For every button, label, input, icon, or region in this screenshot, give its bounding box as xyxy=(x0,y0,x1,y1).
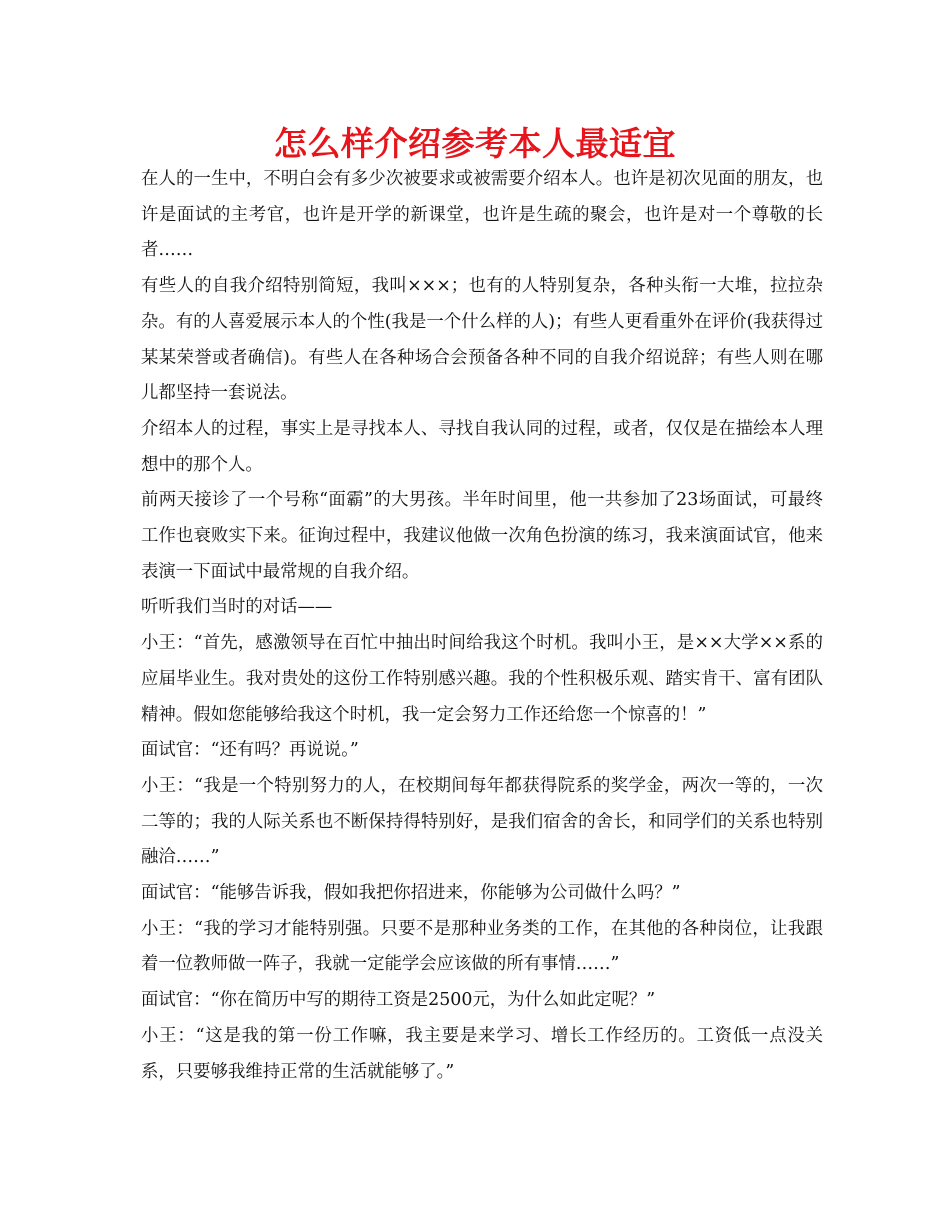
dialogue-line: 小王：“我是一个特别努力的人，在校期间每年都获得院系的奖学金，两次一等的，一次二等的；我的人际关系也不断保持得特别好，是我们宿舍的舍长，和同学们的关系也特别融洽……” xyxy=(141,775,823,868)
paragraph-process: 介绍本人的过程，事实上是寻找本人、寻找自我认同的过程，或者，仅仅是在描绘本人理想中的那个人。 xyxy=(141,418,823,475)
paragraph-intro: 在人的一生中，不明白会有多少次被要求或被需要介绍本人。也许是初次见面的朋友，也许是面试的主考官，也许是开学的新课堂，也许是生疏的聚会，也许是对一个尊敬的长者…… xyxy=(141,169,823,261)
document-body xyxy=(141,162,823,1090)
dialogue-line: 小王：“首先，感激领导在百忙中抽出时间给我这个时机。我叫小王，是××大学××系的应届毕业生。我对贵处的这份工作特别感兴趣。我的个性积极乐观、踏实肯干、富有团队精神。假如您能够给我这个时机，我一定会努力工作还给您一个惊喜的！” xyxy=(141,633,823,725)
dialogue-line: 面试官：“还有吗？再说说。” xyxy=(141,740,359,761)
paragraph-self-intro-styles: 有些人的自我介绍特别简短，我叫×××；也有的人特别复杂，各种头衔一大堆，拉拉杂杂。有的人喜爱展示本人的个性(我是一个什么样的人)；有些人更看重外在评价(我获得过某某荣誉或者确信)。有些人在各种场合会预备各种不同的自我介绍说辞；有些人则在哪儿都坚持一套说法。 xyxy=(141,276,823,404)
dialogue-line: 面试官：“你在简历中写的期待工资是2500元，为什么如此定呢？” xyxy=(141,990,656,1011)
paragraph-case: 前两天接诊了一个号称“面霸”的大男孩。半年时间里，他一共参加了23场面试，可最终工作也衰败实下来。征询过程中，我建议他做一次角色扮演的练习，我来演面试官，他来表演一下面试中最常规的自我介绍。 xyxy=(141,490,823,582)
dialogue-line: 面试官：“能够告诉我，假如我把你招进来，你能够为公司做什么吗？” xyxy=(141,883,681,904)
page-title: 怎么样介绍参考本人最适宜 xyxy=(274,124,676,163)
paragraph-dialogue-lead: 听听我们当时的对话—— xyxy=(141,597,333,618)
dialogue-line: 小王：“这是我的第一份工作嘛，我主要是来学习、增长工作经历的。工资低一点没关系，只要够我维持正常的生活就能够了。” xyxy=(141,1025,823,1082)
dialogue-line: 小王：“我的学习才能特别强。只要不是那种业务类的工作，在其他的各种岗位，让我跟着一位教师做一阵子，我就一定能学会应该做的所有事情……” xyxy=(141,918,823,975)
